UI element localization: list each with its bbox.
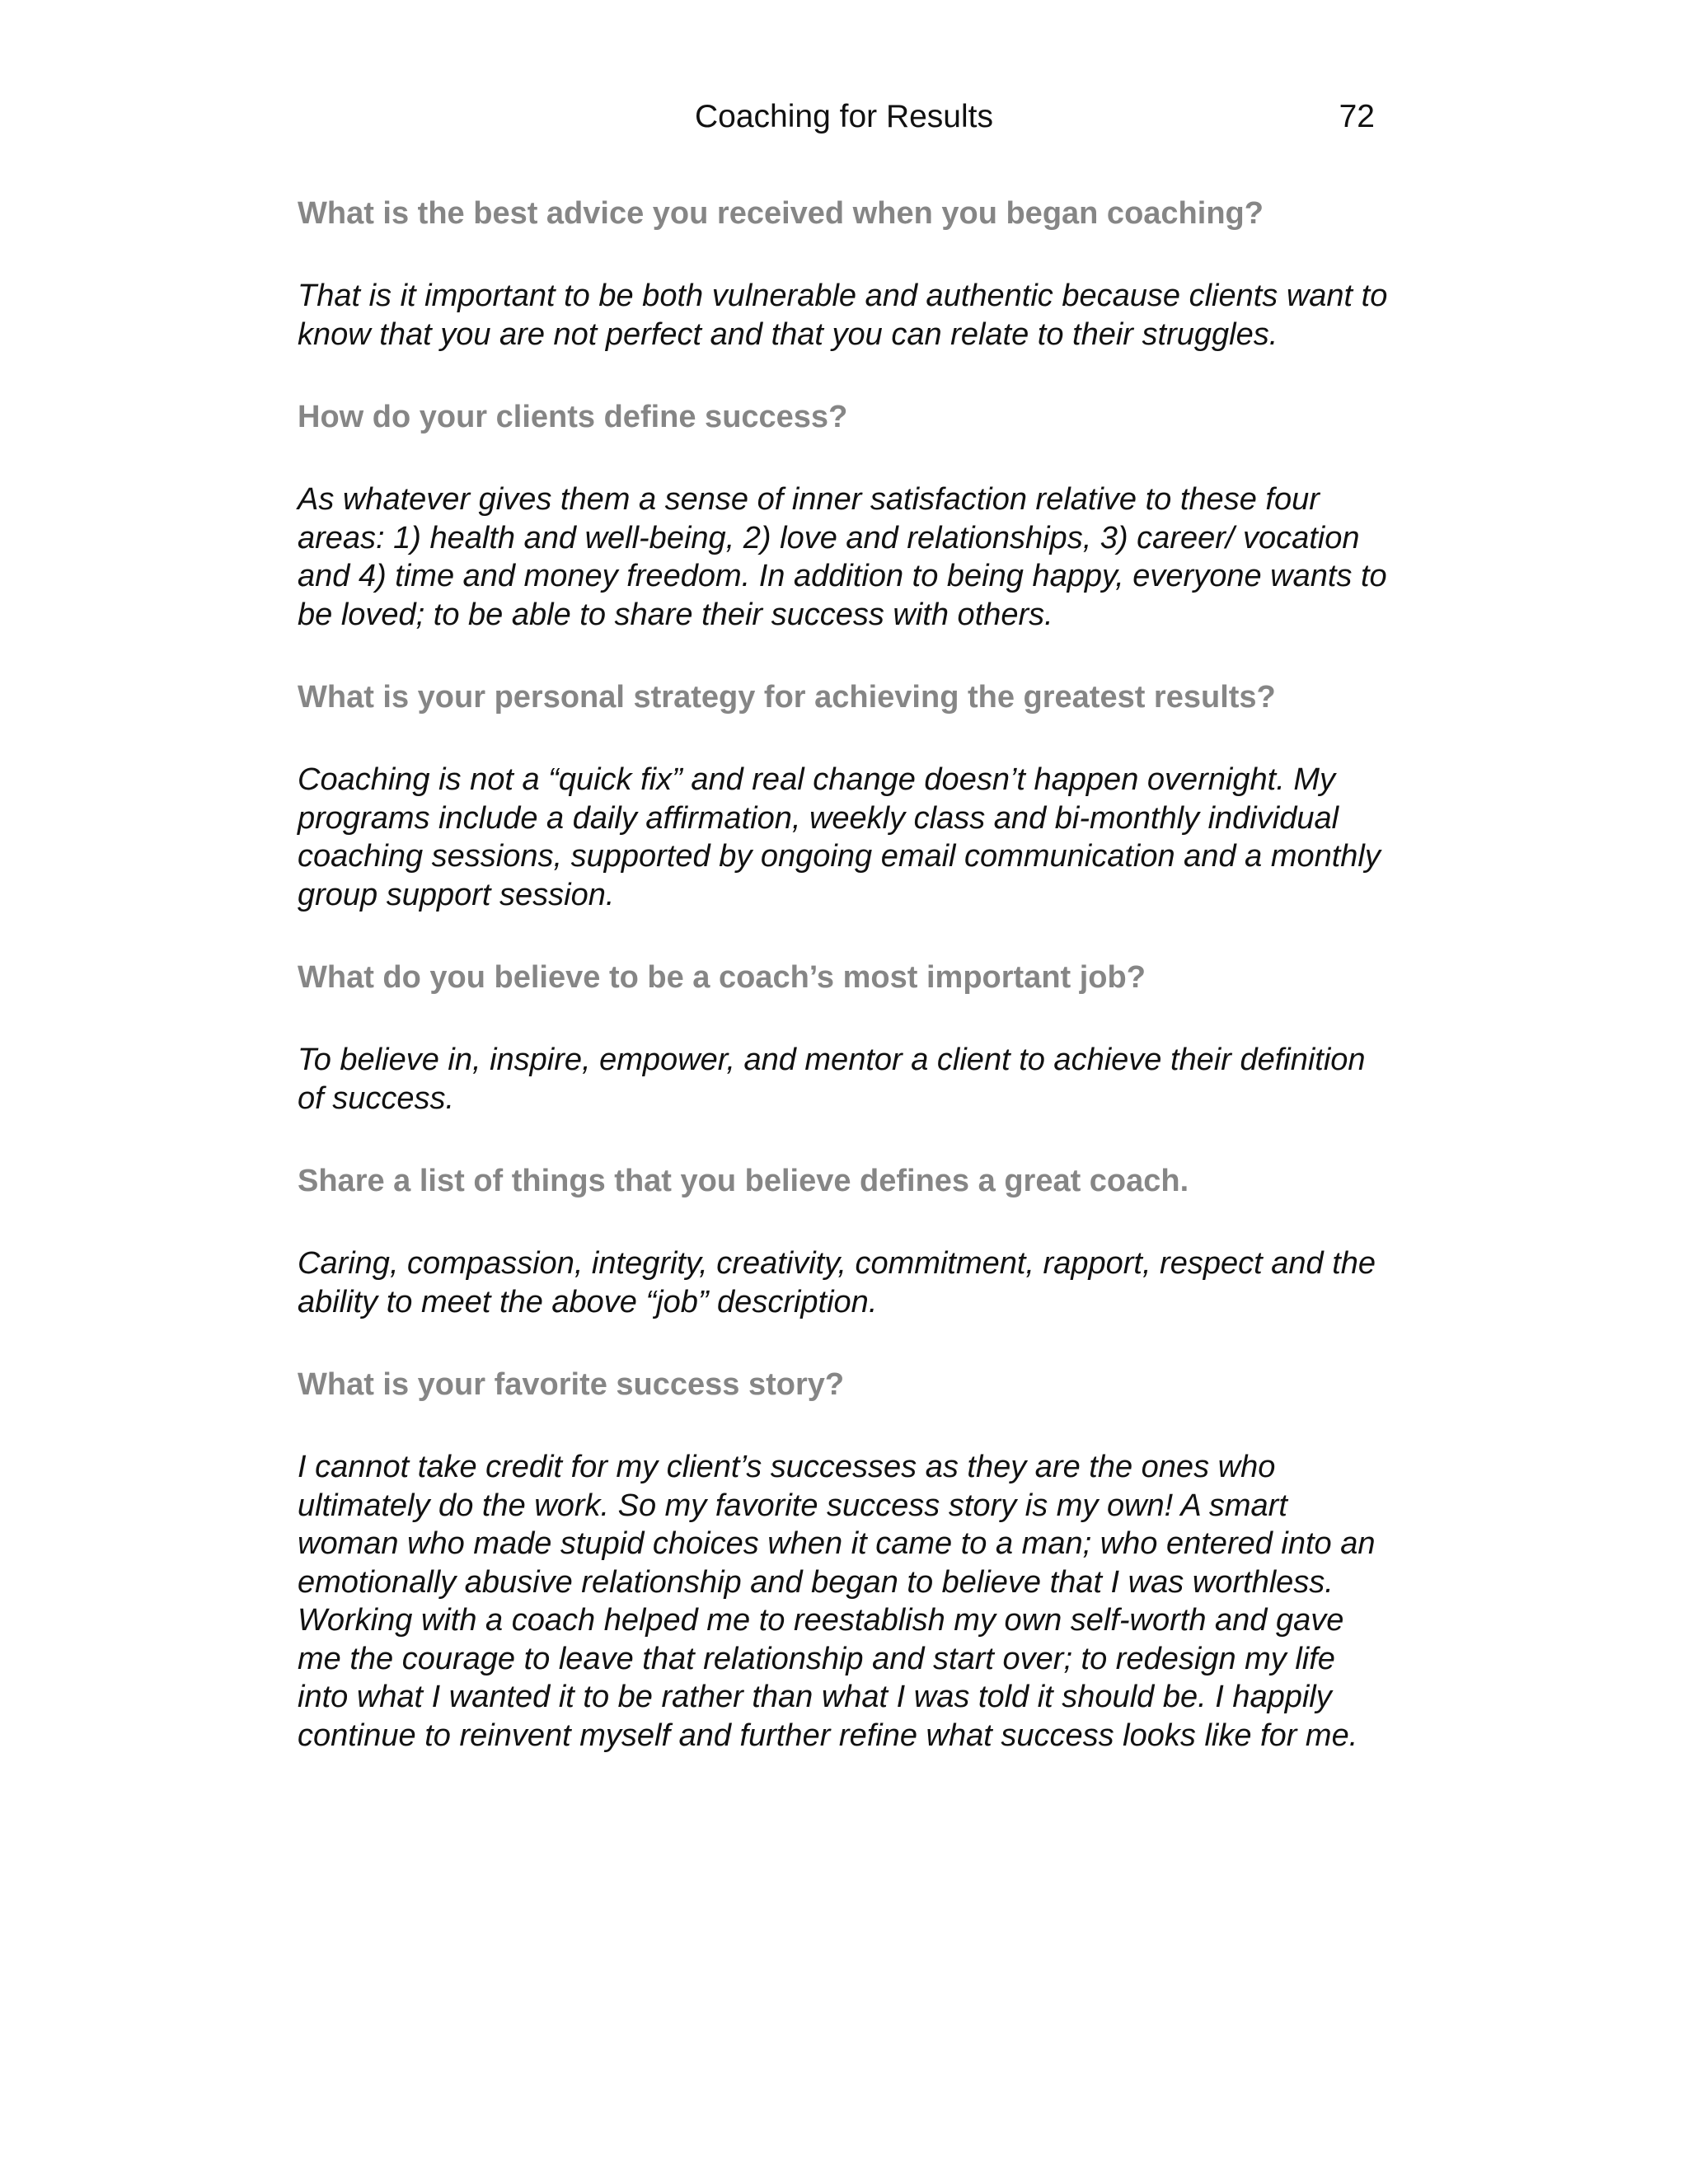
interview-content bbox=[298, 194, 1394, 1799]
question-success-story: What is your favorite success story? bbox=[298, 1367, 845, 1402]
answer-great-coach: Caring, compassion, integrity, creativity, commitment, rapport, respect and the ability to meet the above “job” description. bbox=[298, 1246, 1376, 1319]
answer-coach-job: To believe in, inspire, empower, and mentor a client to achieve their definition of success. bbox=[298, 1043, 1366, 1116]
answer-best-advice: That is it important to be both vulnerable and authentic because clients want to know that you are not perfect and that you can relate to their struggles. bbox=[298, 279, 1388, 352]
question-best-advice: What is the best advice you received when you began coaching? bbox=[298, 196, 1264, 231]
question-coach-job: What do you believe to be a coach’s most important job? bbox=[298, 960, 1146, 995]
page-number: 72 bbox=[1339, 99, 1375, 134]
answer-personal-strategy: Coaching is not a “quick fix” and real change doesn’t happen overnight. My programs include a daily affirmation, weekly class and bi-monthly individual coaching sessions, supported by ongoing email communication and a monthly group support session. bbox=[298, 762, 1381, 912]
question-personal-strategy: What is your personal strategy for achieving the greatest results? bbox=[298, 680, 1276, 715]
running-header-title: Coaching for Results bbox=[694, 99, 994, 134]
answer-define-success: As whatever gives them a sense of inner satisfaction relative to these four areas: 1) health and well-being, 2) love and relationships, 3) career/ vocation and 4) time and money freedom. In addition to being happy, everyone wants to be loved; to be able to share their success with others. bbox=[298, 482, 1387, 632]
question-great-coach: Share a list of things that you believe defines a great coach. bbox=[298, 1164, 1189, 1198]
answer-success-story: I cannot take credit for my client’s successes as they are the ones who ultimately do the work. So my favorite success story is my own! A smart woman who made stupid choices when it came to a man; who entered into an emotionally abusive relationship and began to believe that I was worthless. Working with a coach helped me to reestablish my own self-worth and gave me the courage to leave that relationship and start over; to redesign my life into what I wanted it to be rather than what I was told it should be. I happily continue to reinvent myself and further refine what success looks like for me. bbox=[298, 1450, 1376, 1753]
question-define-success: How do your clients define success? bbox=[298, 400, 848, 434]
